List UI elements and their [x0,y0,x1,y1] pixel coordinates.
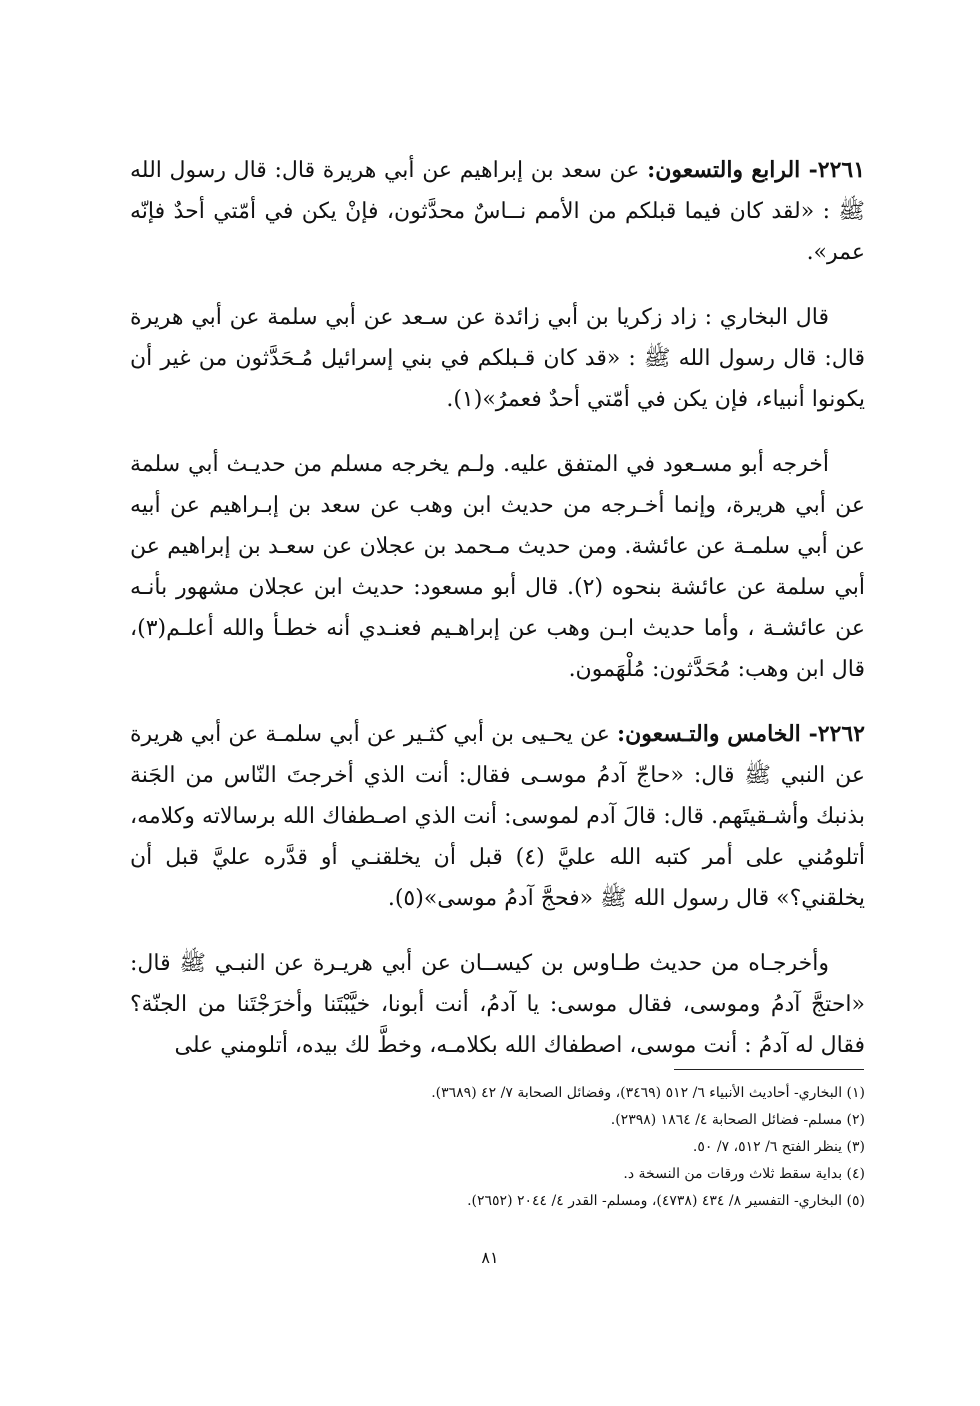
takhrij-paragraph-2 [130,943,865,1066]
footnote-4: (٤) بداية سقط ثلاث ورقات من النسخة د. [623,1166,865,1182]
paragraph-text: عن سعد بن إبراهيم عن أبي هريرة قال: قال رسول الله ﷺ : «لقد كان فيما قبلكم من الأمم نــاسٌ محدَّثون، فإنْ يكن في أمّتي أحدٌ فإنّه عمر». [130,158,865,265]
hadith-heading: ٢٢٦١- الرابع والتسعون: [647,157,866,183]
footnote-2: (٢) مسلم- فضائل الصحابة ٤/ ١٨٦٤ (٢٣٩٨). [610,1112,865,1128]
page-number: ٨١ [481,1248,499,1267]
footnote-5: (٥) البخاري- التفسير ٨/ ٤٣٤ (٤٧٣٨)، ومسلم- القدر ٤/ ٢٠٤٤ (٢٦٥٢). [467,1193,865,1209]
paragraph-text: عن يحـيى بن أبي كثـير عن أبي سلمـة عن أبي هريرة عن النبي ﷺ قال: «حاجّ آدمُ موسـى فقال: أنت الذي أخرجتَ النّاس من الجَنة بذنبك وأشـقيتَهم. قال: قالَ آدم لموسى: أنت الذي اصـطفاك الله برسالاته وكلامه، أتلومُني على أمر كتبه الله عليَّ (٤) قبل أن يخلقنـي أو قدَّره عليَّ قبل أن يخلقني؟» قال رسول الله ﷺ «فحجَّ آدمُ موسى»(٥). [130,722,865,911]
main-text [130,150,865,1090]
bukhari-note [130,297,865,420]
footnote-3: (٣) ينظر الفتح ٦/ ٥١٢، ٧/ ٥٠. [692,1139,865,1155]
footnote-separator [674,1069,864,1070]
footnote-1: (١) البخاري- أحاديث الأنبياء ٦/ ٥١٢ (٣٤٦٩)، وفضائل الصحابة ٧/ ٤٢ (٣٦٨٩). [431,1085,865,1101]
footnotes [130,1080,865,1215]
takhrij-paragraph [130,444,865,690]
hadith-2261 [130,150,865,273]
paragraph-text: أخرجه أبو مسـعود في المتفق عليه. ولـم يخرجه مسلم من حديـث أبي سلمة عن أبي هريرة، وإنما أخـرجه من حديث ابن وهب عن سعد بن إبـراهيم عن أبيه عن أبي سلمـة عن عائشة. ومن حديث مـحمد بن عجلان عن سعـد بن إبراهيم عن أبي سلمة عن عائشة بنحوه (٢). قال أبو مسعود: حديث ابن عجلان مشهور بأنـه عن عائشـة ، وأما حديث ابـن وهب عن إبراهـيم فعنـدي أنه خطـأ والله أعلـم(٣)، قال ابن وهب: مُحَدَّثون: مُلْهَمون. [130,452,865,682]
hadith-heading: ٢٢٦٢- الخامس والتـسعون: [617,721,865,747]
hadith-2262 [130,714,865,919]
paragraph-text: قال البخاري : زاد زكريا بن أبي زائدة عن سـعد عن أبي سلمة عن أبي هريرة قال: قال رسول الله ﷺ : «قد كان قـبلكم في بني إسرائيل مُـحَدَّثون من غير أن يكونوا أنبياء، فإن يكن في أمّتي أحدٌ فعمرُ»(١). [130,305,865,412]
paragraph-text: وأخرجـاه من حديث طـاوس بن كيســان عن أبي هريـرة عن النبـي ﷺ قال: «احتجَّ آدمُ وموسى، فقال موسى: يا آدمُ، أنت أبونا، خيَّبْتَنا وأخرَجْتَنا من الجنّة؟ فقال له آدمُ : أنت موسى، اصطفاك الله بكلامـه، وخطَّ لك بيده، أتلومني على [130,951,865,1058]
